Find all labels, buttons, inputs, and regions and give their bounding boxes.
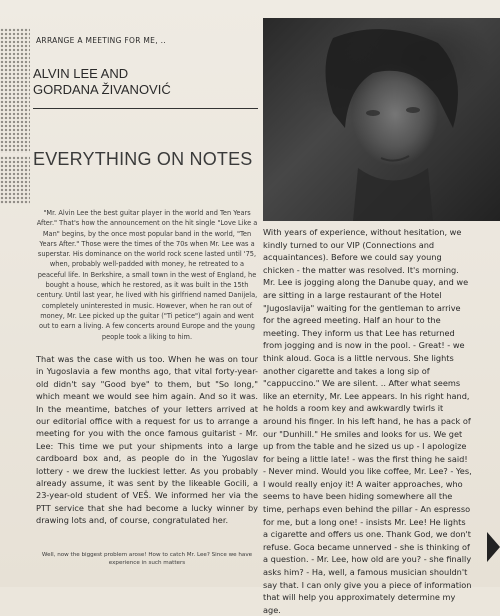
page-turn-arrow-icon — [487, 532, 500, 562]
portrait-photo-shapes — [263, 18, 500, 221]
left-column-caption: Well, now the biggest problem arose! How to catch Mr. Lee? Since we have experience in such matters — [41, 552, 253, 567]
portrait-photo — [263, 18, 500, 221]
names-line-2: GORDANA ŽIVANOVIĆ — [33, 82, 171, 97]
halftone-dot-band-top — [0, 28, 30, 153]
article-kicker: ARRANGE A MEETING FOR ME, .. — [36, 36, 166, 45]
right-column-body: With years of experience, without hesitation, we kindly turned to our VIP (Connections and acquaintances). Before we could say young chicken - the matter was resolved. It's morning. Mr. Lee is jogging along the Danube quay, and we are sitting in a large restaurant of the Hotel "Jugoslavija" waiting for the gentleman to arrive for the agreed meeting. Half an hour to the meeting. They inform us that Lee has returned from jogging and is now in the pool. - Great! - we think aloud. Goca is a little nervous. She lights another cigarette and takes a long sip of "cappuccino." We are silent. .. After what seems like an eternity, Mr. Lee appears. In his right hand, he holds a room key and awkwardly twirls it around his finger. In his left hand, he has a pack of our "Dunhill." He smiles and looks for us. We get up from the table and he sized us up - I apologize for being a little late! - was the first thing he said! - Never mind. Would you like coffee, Mr. Lee? - Yes, I would really enjoy it! A waiter approaches, who seems to have been hiding somewhere all the time, perhaps even behind the pillar - An espresso for me, but a long one! - insists Mr. Lee! He lights a cigarette and offers us one. Thank God, we don't refuse. Goca became unnerved - she is thinking of a question. - Mr. Lee, how old are you? - she finally asks him? - Ha, well, a famous musician shouldn't say that. I can only give you a piece of information that will help you approximately determine my age. — [263, 227, 472, 615]
names-line-1: ALVIN LEE AND — [33, 66, 129, 81]
halftone-dot-band-bottom — [0, 156, 30, 204]
article-headline: EVERYTHING ON NOTES — [33, 149, 253, 169]
title-divider — [33, 108, 258, 109]
left-column-body: That was the case with us too. When he was on tour in Yugoslavia a few months ago, that vital forty-year-old didn't say "Good bye" to them, but "So long," which meant we would see him again. And so it was. In the meantime, batches of your letters arrived at our editorial office with a request for us to arrange a meeting for you with the once famous guitarist - Mr. Lee: This time we put your shipments into a large cardboard box and, as people do in the Yugoslav lottery - we drew the luckiest letter. As you probably already assume, it was sent by the likeable Gocili, a 23-year-old student of VEŠ. We informed her via the PTT service that she had become a lucky winner by drawing lots and, of course, congratulated her. — [36, 354, 258, 526]
article-names — [33, 66, 253, 98]
intro-paragraph: "Mr. Alvin Lee the best guitar player in the world and Ten Years After." That's how the announcement on the hit single "Love Like a Man" begins, by the once most popular band in the world, "Ten Years After." Those were the times of the 70s when Mr. Lee was a superstar. His dominance on the world rock scene lasted until '75, when, probably well-padded with money, he retreated to a peaceful life. In Berkshire, a small town in the west of England, he bought a house, which he restored, as it was built in the 15th century. Until last year, he lived with his girlfriend named Danijela, completely uninterested in music. However, when he ran out of money, Mr. Lee picked up the guitar ("Ti petice") again and went out to earn a living. A few concerts around Europe and the young people took a liking to him. — [36, 209, 258, 341]
